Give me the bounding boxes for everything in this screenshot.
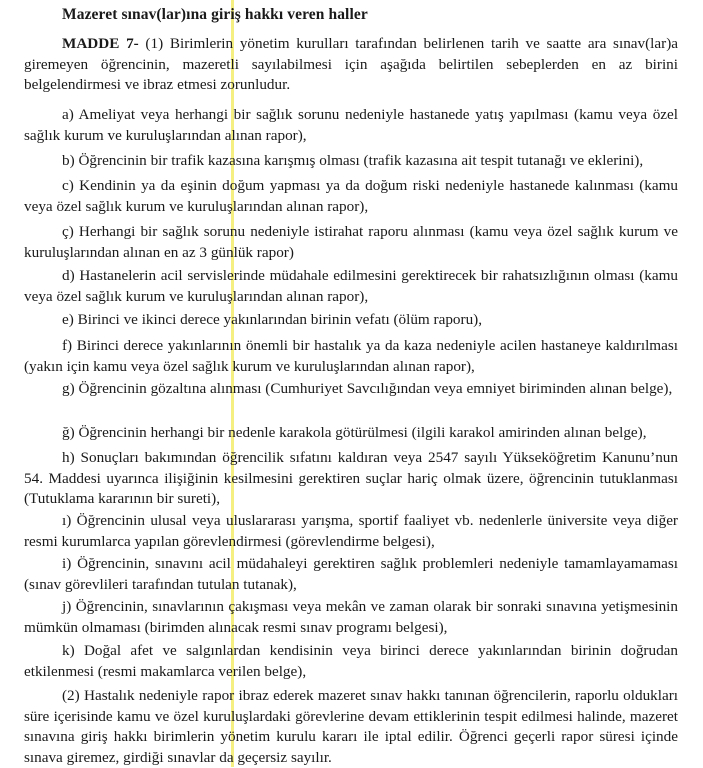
list-item: e) Birinci ve ikinci derece yakınlarından birinin vefatı (ölüm raporu),: [62, 311, 483, 328]
list-item: ç) Herhangi bir sağlık sorunu nedeniyle istirahat raporu alınması (kamu veya özel sağlık kurum ve kuruluşlarından alınan en az 3 günlük rapor): [24, 223, 678, 261]
list-item: i) Öğrencinin, sınavını acil müdahaleyi gerektiren sağlık problemleri nedeniyle tamamlayamaması (sınav görevlileri tarafından tutulan tutanak),: [24, 555, 678, 593]
list-item: g) Öğrencinin gözaltına alınması (Cumhuriyet Savcılığından veya emniyet biriminden alınan belge),: [62, 380, 673, 397]
paragraph-2: (2) Hastalık nedeniyle rapor ibraz ederek mazeret sınav hakkı tanınan öğrencilerin, raporlu oldukları süre içerisinde kamu ve özel kuruluşlardaki görevlerine devam ettiklerinin tespit edilmesi halinde, mazeret sınavına giriş hakkı birimlerin yönetim kurulu kararı ile iptal edilir. Öğrenci geçerli rapor süresi içinde sınava giremez, girdiği sınavlar da geçersiz sayılır.: [24, 687, 678, 766]
list-item: f) Birinci derece yakınlarının önemli bir hastalık ya da kaza nedeniyle acilen hastaneye kaldırılması (yakın için kamu veya özel sağlık kurum ve kuruluşlarından alınan rapor),: [24, 337, 678, 375]
list-item: ğ) Öğrencinin herhangi bir nedenle karakola götürülmesi (ilgili karakol amirinden alınan belge),: [62, 424, 647, 441]
list-item: a) Ameliyat veya herhangi bir sağlık sorunu nedeniyle hastanede yatış yapılması (kamu veya özel sağlık kurum ve kuruluşlarından alınan rapor),: [24, 106, 678, 144]
list-item: j) Öğrencinin, sınavlarının çakışması veya mekân ve zaman olarak bir sonraki sınavına yetişmesinin mümkün olmaması (birimden alınacak resmi sınav programı belgesi),: [24, 598, 678, 636]
list-item: c) Kendinin ya da eşinin doğum yapması ya da doğum riski nedeniyle hastanede kalınması (kamu veya özel sağlık kurum ve kuruluşlarından alınan rapor),: [24, 177, 678, 215]
list-item: h) Sonuçları bakımından öğrencilik sıfatını kaldıran veya 2547 sayılı Yükseköğretim Kanunu’nun 54. Maddesi uyarınca ilişiğinin kesilmesini gerektiren suçlar hariç olmak üzere, öğrencinin tutuklanması (Tutuklama kararının bir sureti),: [24, 449, 678, 507]
madde-paragraph: [24, 34, 678, 96]
list-item: ı) Öğrencinin ulusal veya uluslararası yarışma, sportif faaliyet vb. nedenlerle üniversite veya diğer resmi kurumlarca yapılan görevlendirmesi (görevlendirme belgesi),: [24, 512, 678, 550]
section-heading: Mazeret sınav(lar)ına giriş hakkı veren haller: [62, 6, 368, 23]
list-item: d) Hastanelerin acil servislerinde müdahale edilmesini gerektirecek bir rahatsızlığının olması (kamu veya özel sağlık kurum ve kuruluşlarından alınan rapor),: [24, 267, 678, 305]
madde-label: MADDE 7-: [62, 35, 139, 52]
list-item: k) Doğal afet ve salgınlardan kendisinin veya birinci derece yakınlarından birinin doğrudan etkilenmesi (resmi makamlarca verilen belge),: [24, 642, 678, 680]
madde-text: (1) Birimlerin yönetim kurulları tarafından belirlenen tarih ve saatte ara sınav(lar)a giremeyen öğrencinin, mazeretli sayılabilmesi için aşağıda belirtilen sebeplerden en az birini belgelendirmesi ve ibraz etmesi zorunludur.: [24, 35, 678, 93]
list-item: b) Öğrencinin bir trafik kazasına karışmış olması (trafik kazasına ait tespit tutanağı ve eklerini),: [62, 152, 644, 169]
